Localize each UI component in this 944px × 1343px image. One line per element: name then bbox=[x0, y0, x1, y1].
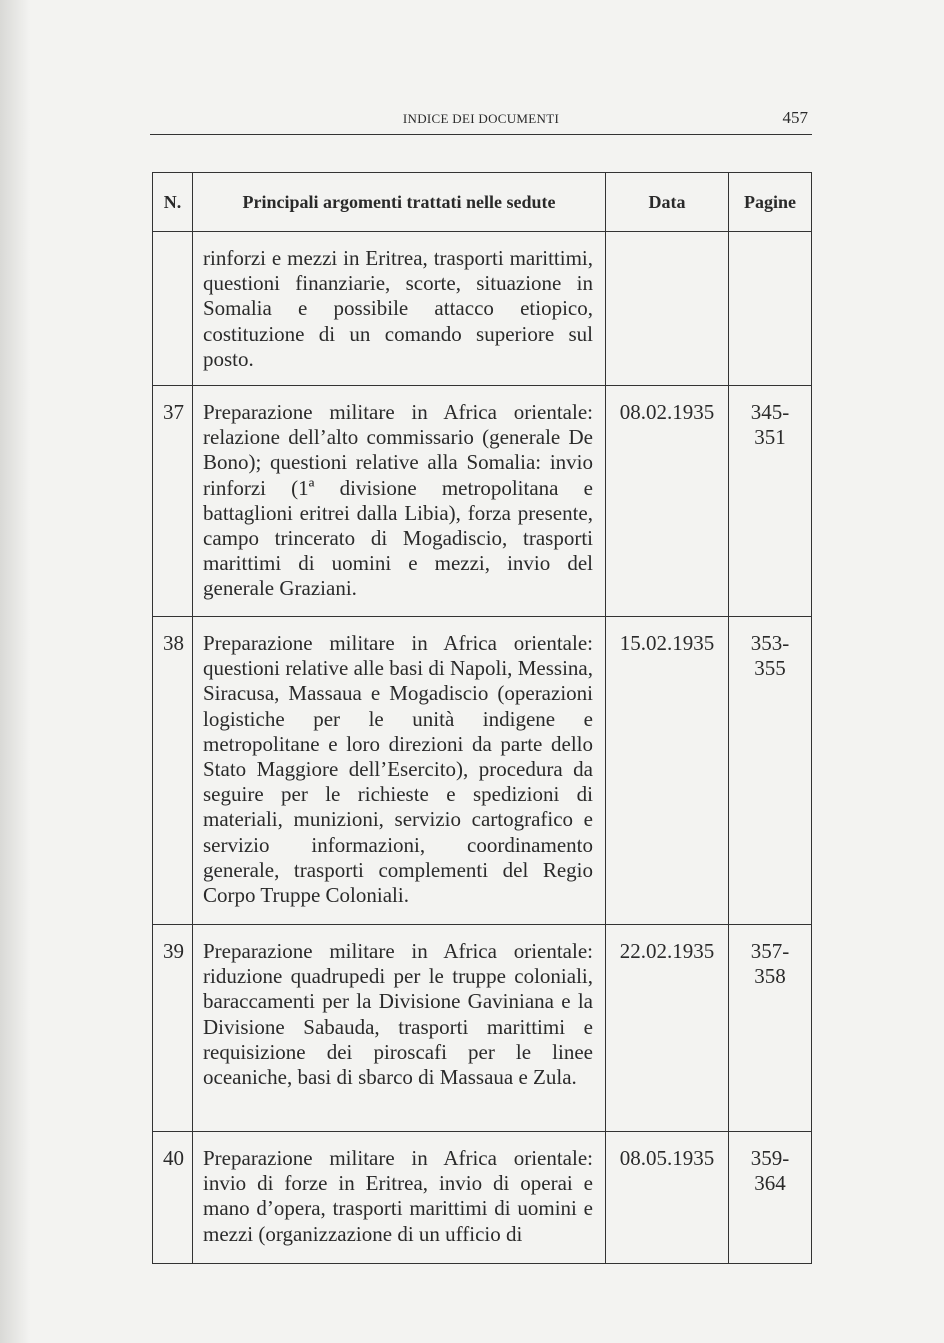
row-topic: Preparazione militare in Africa orientale: riduzione quadrupedi per le truppe coloniali, baraccamenti per la Divisione Gaviniana e la Divisione Sabauda, trasporti marittimi e requisizione dei piroscafi per le linee oceaniche, basi di sbarco di Massaua e Zula. bbox=[193, 925, 606, 1132]
row-date: 08.02.1935 bbox=[606, 386, 729, 617]
row-pages bbox=[729, 925, 812, 1132]
table-row bbox=[153, 1132, 812, 1264]
row-number: 39 bbox=[153, 925, 193, 1132]
row-pages-start: 353- bbox=[750, 631, 790, 655]
row-date: 08.05.1935 bbox=[606, 1132, 729, 1264]
row-number: 40 bbox=[153, 1132, 193, 1264]
row-pages-start: 357- bbox=[750, 939, 790, 963]
document-index-table bbox=[152, 172, 812, 1264]
row-number: 37 bbox=[153, 386, 193, 617]
row-date bbox=[606, 232, 729, 386]
row-pages-end: 351 bbox=[754, 425, 786, 450]
row-date: 22.02.1935 bbox=[606, 925, 729, 1132]
row-pages bbox=[729, 232, 812, 386]
page-gutter-shadow bbox=[0, 0, 30, 1343]
column-header-n: N. bbox=[153, 173, 193, 232]
running-title: INDICE DEI DOCUMENTI bbox=[402, 111, 560, 126]
page-number: 457 bbox=[782, 108, 808, 127]
row-topic: Preparazione militare in Africa orientale: invio di forze in Eritrea, invio di operai e mano d’opera, trasporti marittimi di uomini e mezzi (organizzazione di un ufficio di bbox=[193, 1132, 606, 1264]
row-pages-start: 359- bbox=[750, 1146, 790, 1170]
row-pages bbox=[729, 1132, 812, 1264]
row-date: 15.02.1935 bbox=[606, 617, 729, 925]
row-pages-end: 358 bbox=[754, 964, 786, 989]
column-header-date: Data bbox=[606, 173, 729, 232]
row-topic: rinforzi e mezzi in Eritrea, trasporti marittimi, questioni finanziarie, scorte, situazione in Somalia e possibile attacco etiopico, costituzione di un comando superiore sul posto. bbox=[193, 232, 606, 386]
row-number: 38 bbox=[153, 617, 193, 925]
table-row bbox=[153, 925, 812, 1132]
row-topic: Preparazione militare in Africa orientale: relazione dell’alto commissario (generale De Bono); questioni relative alla Somalia: invio rinforzi (1ª divisione metropolitana e battaglioni eritrei dalla Libia), forza presente, campo trincerato di Mogadiscio, trasporti marittimi di uomini e mezzi, invio del generale Graziani. bbox=[193, 386, 606, 617]
table-row bbox=[153, 386, 812, 617]
row-pages-end: 355 bbox=[754, 656, 786, 681]
running-header bbox=[150, 108, 812, 135]
table-row bbox=[153, 232, 812, 386]
row-pages-start: 345- bbox=[750, 400, 790, 424]
row-pages bbox=[729, 617, 812, 925]
row-pages bbox=[729, 386, 812, 617]
column-header-pages: Pagine bbox=[729, 173, 812, 232]
row-pages-end: 364 bbox=[754, 1171, 786, 1196]
column-header-topic: Principali argomenti trattati nelle sedute bbox=[193, 173, 606, 232]
row-topic: Preparazione militare in Africa orientale: questioni relative alle basi di Napoli, Messina, Siracusa, Massaua e Mogadiscio (operazioni logistiche per le unità indigene e metropolitane e loro direzioni da parte dello Stato Maggiore dell’Esercito), procedura da seguire per le richieste e spedizioni di materiali, munizioni, servizio cartografico e servizio informazioni, coordinamento generale, trasporti complementi del Regio Corpo Truppe Coloniali. bbox=[193, 617, 606, 925]
table-row bbox=[153, 617, 812, 925]
row-number bbox=[153, 232, 193, 386]
table-header-row bbox=[153, 173, 812, 232]
